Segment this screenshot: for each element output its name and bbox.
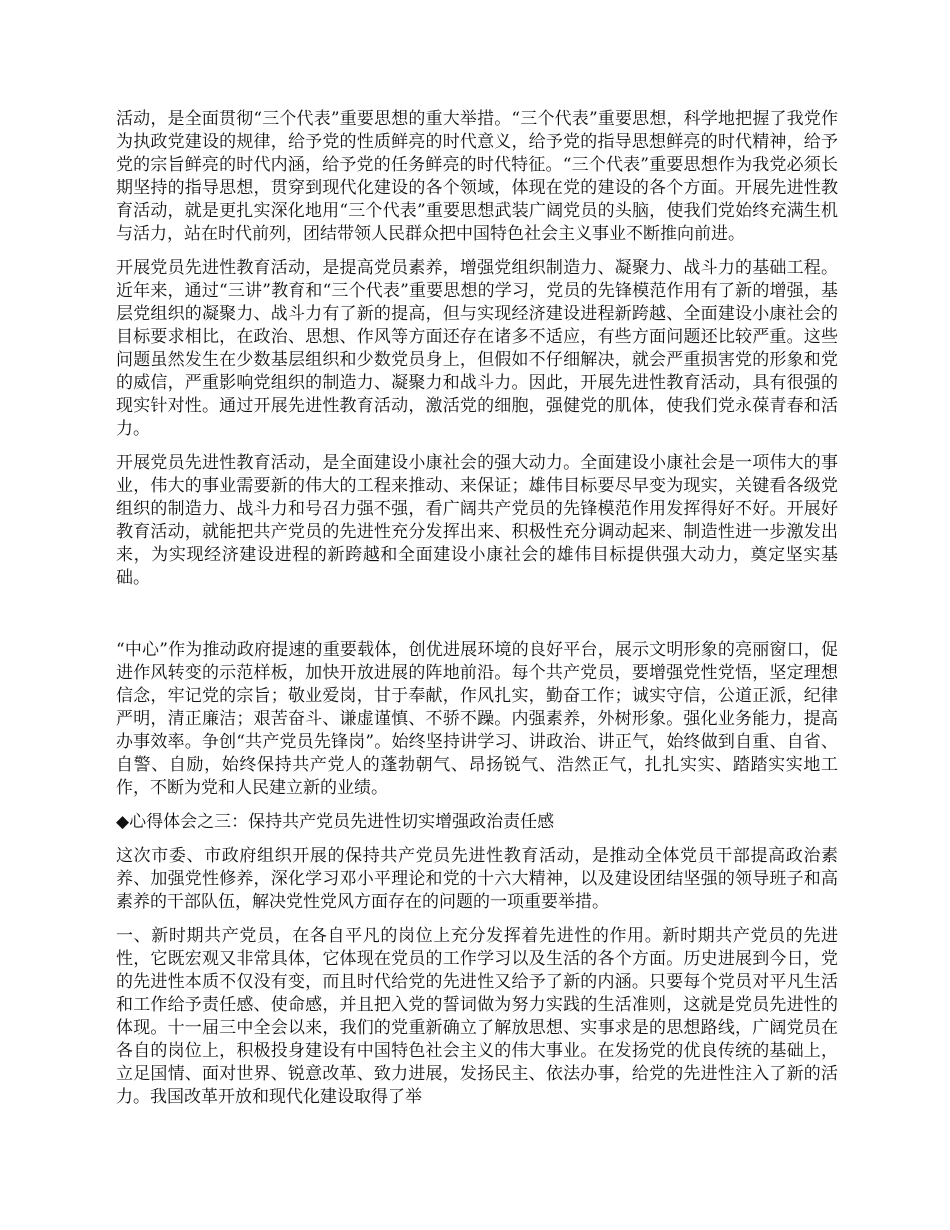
paragraph-education-activity: 这次市委、市政府组织开展的保持共产党员先进性教育活动，是推动全体党员干部提高政治素养、加强党性修养，深化学习邓小平理论和党的十六大精神，以及建设团结坚强的领导班子和高素养的干部队伍，解决党性党风方面存在的问题的一项重要举措。	[116, 846, 838, 912]
paragraph-xiaokang-motivation: 开展党员先进性教育活动，是全面建设小康社会的强大动力。全面建设小康社会是一项伟大的事业，伟大的事业需要新的伟大的工程来推动、来保证；雄伟目标要尽早变为现实，关键看各级党组织的制造力、战斗力和号召力强不强，看广阔共产党员的先锋模范作用发挥得好不好。开展好教育活动，就能把共产党员的先进性充分发挥出来、积极性充分调动起来、制造性进一步激发出来，为实现经济建设进程的新跨越和全面建设小康社会的雄伟目标提供强大动力，奠定坚实基础。	[116, 453, 838, 588]
section-gap	[116, 601, 838, 639]
paragraph-new-era-members: 一、新时期共产党员，在各自平凡的岗位上充分发挥着先进性的作用。新时期共产党员的先进性，它既宏观又非常具体，它体现在党员的工作学习以及生活的各个方面。历史进展到今日，党的先进性本质不仅没有变，而且时代给党的先进性又给予了新的内涵。只要每个党员对平凡生活和工作给予责任感、使命感，并且把入党的誓词做为努力实践的生活准则，这就是党员先进性的体现。十一届三中全会以来，我们的党重新确立了解放思想、实事求是的思想路线，广阔党员在各自的岗位上，积极投身建设有中国特色社会主义的伟大事业。在发扬党的优良传统的基础上，立足国情、面对世界、锐意改革、致力进展，发扬民主、依法办事，给党的先进性注入了新的活力。我国改革开放和现代化建设取得了举	[116, 926, 838, 1107]
paragraph-three-represents: 活动，是全面贯彻“三个代表”重要思想的重大举措。“三个代表”重要思想，科学地把握了我党作为执政党建设的规律，给予党的性质鲜亮的时代意义，给予党的指导思想鲜亮的时代精神，给予党的宗旨鲜亮的时代内涵，给予党的任务鲜亮的时代特征。“三个代表”重要思想作为我党必须长期坚持的指导思想，贯穿到现代化建设的各个领域，体现在党的建设的各个方面。开展先进性教育活动，就是更扎实深化地用“三个代表”重要思想武装广阔党员的头脑，使我们党始终充满生机与活力，站在时代前列，团结带领人民群众把中国特色社会主义事业不断推向前进。	[116, 109, 838, 244]
section-heading: ◆心得体会之三：保持共产党员先进性切实增强政治责任感	[116, 812, 555, 832]
paragraph-center-platform: “中心”作为推动政府提速的重要载体，创优进展环境的良好平台，展示文明形象的亮丽窗口，促进作风转变的示范样板，加快开放进展的阵地前沿。每个共产党员，要增强党性党悟，坚定理想信念，牢记党的宗旨；敬业爱岗，甘于奉献，作风扎实，勤奋工作；诚实守信，公道正派，纪律严明，清正廉洁；艰苦奋斗、谦虚谨慎、不骄不躁。内强素养，外树形象。强化业务能力，提高办事效率。争创“共产党员先锋岗”。始终坚持讲学习、讲政治、讲正气，始终做到自重、自省、自警、自励，始终保持共产党人的蓬勃朝气、昂扬锐气、浩然正气，扎扎实实、踏踏实实地工作，不断为党和人民建立新的业绩。	[116, 640, 838, 798]
document-page	[116, 108, 838, 1120]
paragraph-party-quality: 开展党员先进性教育活动，是提高党员素养，增强党组织制造力、凝聚力、战斗力的基础工程。近年来，通过“三讲”教育和“三个代表”重要思想的学习，党员的先锋模范作用有了新的增强，基层党组织的凝聚力、战斗力有了新的提高，但与实现经济建设进程新跨越、全面建设小康社会的目标要求相比，在政治、思想、作风等方面还存在诸多不适应，有些方面问题还比较严重。这些问题虽然发生在少数基层组织和少数党员身上，但假如不仔细解决，就会严重损害党的形象和党的威信，严重影响党组织的制造力、凝聚力和战斗力。因此，开展先进性教育活动，具有很强的现实针对性。通过开展先进性教育活动，激活党的细胞，强健党的肌体，使我们党永葆青春和活力。	[116, 258, 838, 439]
